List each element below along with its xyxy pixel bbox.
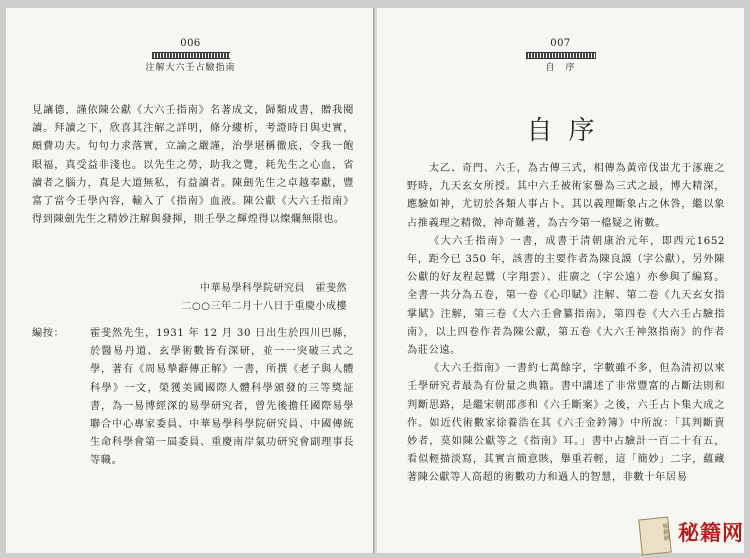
watermark-logo: 秘籍网 [678, 520, 744, 545]
right-page-header [377, 38, 744, 74]
right-page [377, 8, 744, 553]
right-body-text [407, 160, 725, 488]
signature-author: 中華易學科學院研究員 霍斐然 [200, 283, 347, 294]
left-page [6, 8, 375, 553]
seal-stamp [638, 517, 672, 556]
editor-note-text: 霍斐然先生，1931 年 12 月 30 日出生於四川巴縣，於醫易丹道、玄學術數皆有深研，並一一突破三式之學，著有《周易摯辭傳正解》一書，所撰《老子與人體科學》一文，榮獲美國國際人體科學頒發的三等獎証書，為一易博經深的易學研究者，曾先後擔任國際易學聯合中心專家委員、中華易學科學院研究員、中國傳統生命科學會第一屆委員、重慶南岸氣功研究會副理事長等職。 [90, 328, 354, 467]
running-title: 注解大六壬占驗指南 [145, 63, 236, 73]
body-paragraph: 《大六壬指南》一書約七萬餘字，字數雖不多，但為清初以來壬學研究者最為有份量之典籍。書中講述了非常豐富的占斷法則和判斷思路，是繼宋朝邵彥和《六壬斷案》之後，六壬占卜集大成之作。如近代術數家徐養浩在其《六壬金鈐簿》中所說：「其判斷賣妙者，莫如陳公獻等之《指南》耳。」書中占驗計一百二十有五，看似輕描淡寫，其實言簡意賅，舉重若輕，這「簡妙」二字，蘊藏著陳公獻等人高超的術數功力和過人的智慧，非數十年居易 [407, 363, 725, 484]
running-title: 自 序 [545, 63, 576, 73]
left-body-text [32, 102, 354, 229]
editor-note-label: 編按： [32, 328, 65, 339]
header-ornament [526, 52, 596, 59]
body-paragraph: 見讓德，謹依陳公獻《大六壬指南》名著成文，歸類成書，贈我閱讀。拜讀之下，欣喜其注解之詳明，條分縷析，考證時日與史實，頗費功夫。句句力求落實，立論之嚴謹，治學堪稱徹底，令我一飽眼福，真受益非淺也。以先生之勞，助我之覽，耗先生之心血，省讀者之腦力，真是大道無私，有益讀者。陳劍先生之卓越奉獻，豐富了當今壬學內容，輸入了《指南》血液。陳公獻《大六壬指南》得到陳劍先生之精妙注解與發揮，則壬學之輝煌得以燦爛無限也。 [32, 105, 354, 226]
header-ornament [152, 52, 230, 59]
page-number: 006 [180, 38, 201, 49]
editor-note [32, 325, 354, 471]
body-paragraph: 太乙、奇門、六壬，為古傳三式，相傳為黃帝伐蚩尤于涿鹿之野時，九天玄女所授。其中六壬被術家譽為三式之最，博大精深，應驗如神，尤切於各類人事占卜。其以義理斷象占之休咎，繼以象占推義理之精微，神奇難著，為古今第一檔疑之術數。 [407, 163, 725, 229]
seal-stamp-text: 秘籍網 [660, 522, 670, 542]
body-paragraph: 《大六壬指南》一書，成書于清朝康治元年，即西元1652 年，距今已 350 年，該書的主要作者為陳良謨（字公獻），另外陳公獻的好友程起鷺（字翔雲）、莊廣之（字公遠）亦參與了編寫。全書一共分為五卷，第一卷《心印賦》注解、第二卷《九天玄女指掌賦》注解，第三卷《大六壬會纂指南》，第四卷《大六壬占驗指南》，以上四卷作者為陳公獻，第五卷《大六壬神煞指南》的作者為莊公遠。 [407, 235, 725, 357]
signature-date: 二○○三年二月十八日于重慶小成樓 [181, 301, 347, 312]
page-number: 007 [550, 38, 571, 49]
left-page-header [6, 38, 375, 74]
preface-title: 自序 [526, 116, 611, 146]
